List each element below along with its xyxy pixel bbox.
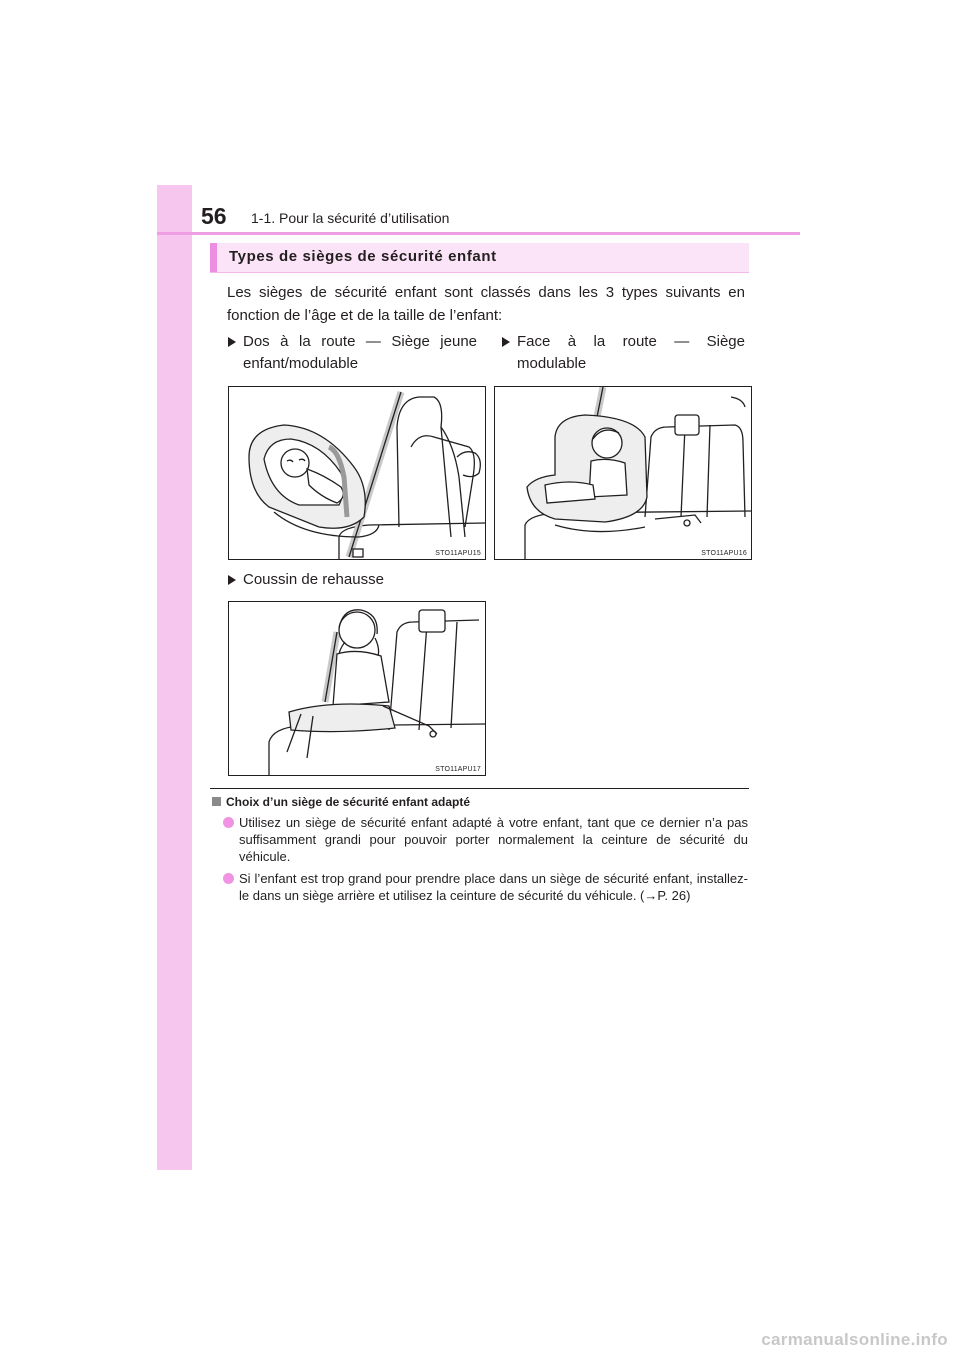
triangle-bullet-icon [502, 337, 510, 347]
intro-paragraph: Les sièges de sécurité enfant sont classés dans les 3 types suivants en fonction de l’âge et de la taille de l’enfant: [227, 284, 745, 324]
figure-caption-forward-facing: Face à la route — Siège modulable [502, 331, 745, 375]
figure-code: STO11APU17 [435, 766, 481, 773]
note-heading: Choix d’un siège de sécurité enfant adapté [212, 795, 470, 809]
figure-caption-rear-facing: Dos à la route — Siège jeune enfant/modulable [228, 331, 477, 375]
section-heading-marker [210, 243, 217, 272]
section-title: Types de sièges de sécurité enfant [229, 248, 497, 265]
side-tab-band [157, 185, 192, 1170]
triangle-bullet-icon [228, 575, 236, 585]
illustration-forward-facing-seat [494, 386, 752, 560]
note-divider [210, 788, 749, 789]
note-bullet: Si l’enfant est trop grand pour prendre place dans un siège de sécurité enfant, installez-le dans un siège arrière et utilisez la ceinture de sécurité du véhicule. (→P. 26) [222, 870, 748, 904]
illustration-booster-cushion [228, 601, 486, 776]
illustration-rear-facing-seat [228, 386, 486, 560]
section-heading [210, 243, 749, 273]
header-rule [157, 232, 800, 235]
circle-bullet-icon [223, 873, 234, 884]
square-bullet-icon [212, 797, 221, 806]
chapter-title: 1-1. Pour la sécurité d’utilisation [251, 210, 450, 226]
circle-bullet-icon [223, 817, 234, 828]
triangle-bullet-icon [228, 337, 236, 347]
note-bullet: Utilisez un siège de sécurité enfant adapté à votre enfant, tant que ce dernier n’a pas suffisamment grandi pour pouvoir porter normalement la ceinture de sécurité du véhicule. [222, 814, 748, 865]
watermark: carmanualsonline.info [761, 1330, 948, 1349]
page-number: 56 [201, 203, 227, 229]
figure-code: STO11APU16 [701, 550, 747, 557]
figure-code: STO11APU15 [435, 550, 481, 557]
figure-caption-booster: Coussin de rehausse [228, 569, 477, 591]
